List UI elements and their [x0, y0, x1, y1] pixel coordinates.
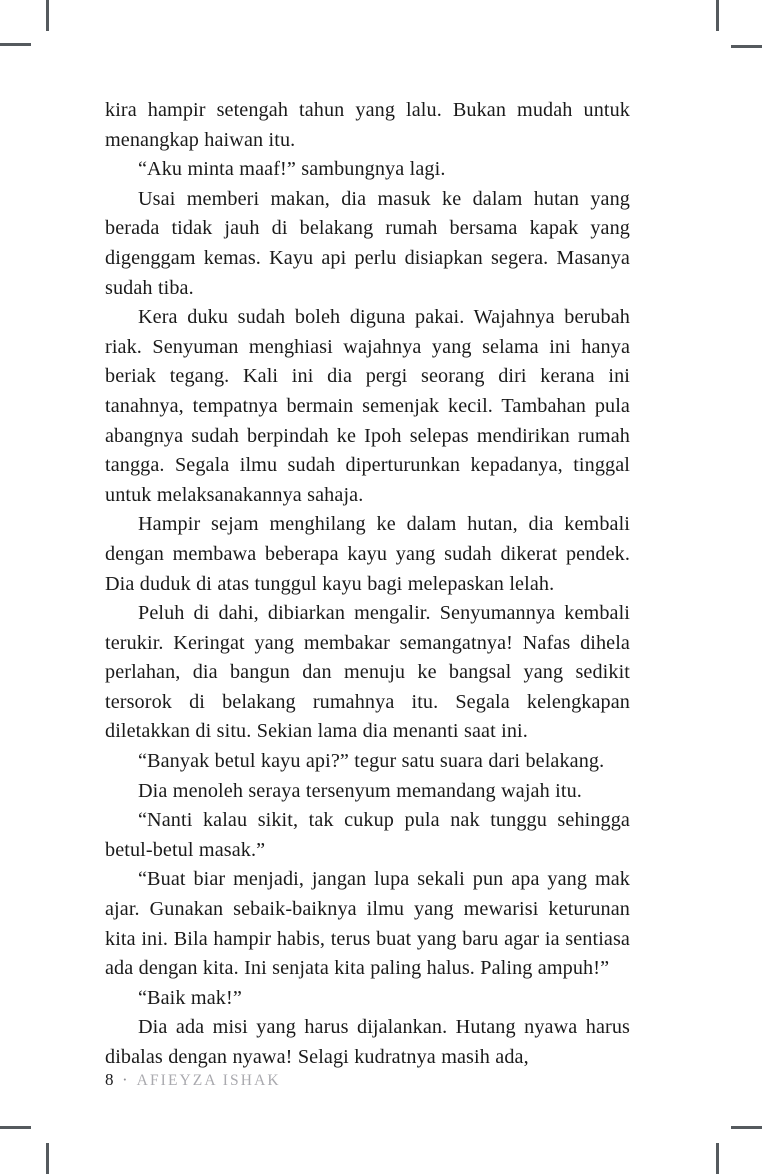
author-name: AFIEYZA ISHAK: [136, 1072, 281, 1089]
paragraph: “Buat biar menjadi, jangan lupa sekali pun apa yang mak ajar. Gunakan sebaik-baiknya ilmu yang mewarisi keturunan kita ini. Bila hampir habis, terus buat yang baru agar ia sentiasa ada dengan kita. Ini senjata kita paling halus. Paling ampuh!”: [105, 868, 630, 980]
crop-mark-bottom-left-horizontal: [0, 1126, 31, 1129]
paragraph: “Banyak betul kayu api?” tegur satu suara dari belakang.: [138, 750, 605, 773]
paragraph: Dia menoleh seraya tersenyum memandang wajah itu.: [138, 779, 582, 802]
crop-mark-top-left-horizontal: [0, 43, 31, 46]
paragraph: Peluh di dahi, dibiarkan mengalir. Senyumannya kembali terukir. Keringat yang membakar semangatnya! Nafas dihela perlahan, dia bangun dan menuju ke bangsal yang sedikit tersorok di belakang rumahnya itu. Segala kelengkapan diletakkan di situ. Sekian lama dia menanti saat ini.: [105, 602, 630, 743]
crop-mark-top-right-horizontal: [731, 45, 762, 48]
crop-mark-bottom-left-vertical: [46, 1143, 49, 1174]
footer-separator: ·: [122, 1070, 128, 1089]
crop-mark-top-right-vertical: [716, 0, 719, 31]
paragraph: kira hampir setengah tahun yang lalu. Bukan mudah untuk menangkap haiwan itu.: [105, 99, 630, 151]
paragraph: Dia ada misi yang harus dijalankan. Hutang nyawa harus dibalas dengan nyawa! Selagi kudratnya masih ada,: [105, 1016, 630, 1068]
page-text-block: [105, 96, 630, 1073]
paragraph: “Aku minta maaf!” sambungnya lagi.: [138, 158, 446, 181]
paragraph: “Baik mak!”: [138, 986, 242, 1009]
crop-mark-top-left-vertical: [46, 0, 49, 31]
paragraph: Usai memberi makan, dia masuk ke dalam hutan yang berada tidak jauh di belakang rumah bersama kapak yang digenggam kemas. Kayu api perlu disiapkan segera. Masanya sudah tiba.: [105, 187, 630, 299]
paragraph: “Nanti kalau sikit, tak cukup pula nak tunggu sehingga betul-betul masak.”: [105, 809, 630, 861]
page-number: 8: [105, 1070, 114, 1089]
crop-mark-bottom-right-horizontal: [731, 1126, 762, 1129]
paragraph: Kera duku sudah boleh diguna pakai. Wajahnya berubah riak. Senyuman menghiasi wajahnya yang selama ini hanya beriak tegang. Kali ini dia pergi seorang diri kerana ini tanahnya, tempatnya bermain semenjak kecil. Tambahan pula abangnya sudah berpindah ke Ipoh selepas mendirikan rumah tangga. Segala ilmu sudah diperturunkan kepadanya, tinggal untuk melaksanakannya sahaja.: [105, 306, 630, 506]
paragraph: Hampir sejam menghilang ke dalam hutan, dia kembali dengan membawa beberapa kayu yang sudah dikerat pendek. Dia duduk di atas tunggul kayu bagi melepaskan lelah.: [105, 513, 630, 595]
running-footer: [105, 1070, 281, 1090]
crop-mark-bottom-right-vertical: [716, 1143, 719, 1174]
